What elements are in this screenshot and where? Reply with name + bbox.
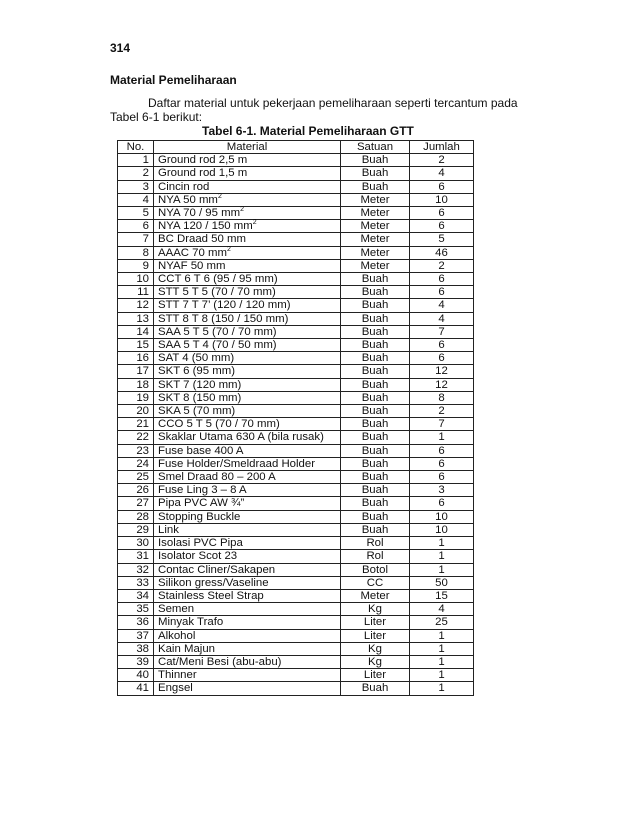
cell-material <box>154 299 341 312</box>
material-name: Alkohol <box>158 629 196 642</box>
table-row <box>118 510 474 523</box>
cell-jumlah: 1 <box>410 669 474 682</box>
material-name: Skaklar Utama 630 A (bila rusak) <box>158 431 324 444</box>
table-row <box>118 537 474 550</box>
cell-jumlah: 6 <box>410 352 474 365</box>
table-row <box>118 603 474 616</box>
section-heading: Material Pemeliharaan <box>110 73 237 87</box>
cell-jumlah: 6 <box>410 207 474 220</box>
cell-no: 7 <box>118 233 154 246</box>
table-row <box>118 576 474 589</box>
material-name: Isolator Scot 23 <box>158 550 238 563</box>
cell-material <box>154 589 341 602</box>
cell-material <box>154 286 341 299</box>
cell-jumlah: 50 <box>410 576 474 589</box>
cell-material <box>154 655 341 668</box>
table-row <box>118 405 474 418</box>
cell-material <box>154 273 341 286</box>
cell-jumlah: 6 <box>410 180 474 193</box>
table-row <box>118 444 474 457</box>
material-name: STT 5 T 5 (70 / 70 mm) <box>158 286 276 299</box>
material-name: SKT 6 (95 mm) <box>158 365 236 378</box>
table-row <box>118 365 474 378</box>
material-name: Stainless Steel Strap <box>158 589 264 602</box>
cell-no: 20 <box>118 405 154 418</box>
cell-material <box>154 642 341 655</box>
table-row <box>118 325 474 338</box>
cell-jumlah: 6 <box>410 273 474 286</box>
table-row <box>118 193 474 206</box>
cell-material <box>154 431 341 444</box>
table-row <box>118 207 474 220</box>
table-row <box>118 616 474 629</box>
materials-table <box>117 140 474 696</box>
cell-satuan: Buah <box>341 444 410 457</box>
cell-no: 25 <box>118 471 154 484</box>
cell-satuan: Buah <box>341 312 410 325</box>
cell-jumlah: 4 <box>410 167 474 180</box>
cell-satuan: Meter <box>341 193 410 206</box>
cell-material <box>154 325 341 338</box>
cell-jumlah: 2 <box>410 154 474 167</box>
cell-no: 32 <box>118 563 154 576</box>
material-name: STT 7 T 7’ (120 / 120 mm) <box>158 299 291 312</box>
header-satuan: Satuan <box>341 141 410 154</box>
material-name: SAT 4 (50 mm) <box>158 352 235 365</box>
cell-material <box>154 418 341 431</box>
table-row <box>118 431 474 444</box>
table-row <box>118 273 474 286</box>
material-name: Engsel <box>158 682 193 695</box>
material-name: Ground rod 1,5 m <box>158 167 248 180</box>
cell-satuan: Buah <box>341 299 410 312</box>
cell-satuan: CC <box>341 576 410 589</box>
cell-satuan: Buah <box>341 510 410 523</box>
cell-satuan: Kg <box>341 603 410 616</box>
cell-material <box>154 550 341 563</box>
material-name: SKT 8 (150 mm) <box>158 391 242 404</box>
cell-satuan: Buah <box>341 339 410 352</box>
cell-no: 23 <box>118 444 154 457</box>
cell-satuan: Botol <box>341 563 410 576</box>
cell-satuan: Kg <box>341 642 410 655</box>
cell-satuan: Buah <box>341 497 410 510</box>
cell-no: 37 <box>118 629 154 642</box>
material-name: Fuse Holder/Smeldraad Holder <box>158 457 316 470</box>
cell-no: 24 <box>118 457 154 470</box>
cell-satuan: Buah <box>341 418 410 431</box>
cell-jumlah: 7 <box>410 325 474 338</box>
cell-material <box>154 259 341 272</box>
cell-no: 12 <box>118 299 154 312</box>
table-row <box>118 497 474 510</box>
cell-no: 19 <box>118 391 154 404</box>
material-name: Pipa PVC AW ¾” <box>158 497 245 510</box>
material-name: Silikon gress/Vaseline <box>158 576 269 589</box>
cell-material <box>154 167 341 180</box>
table-row <box>118 339 474 352</box>
table-row <box>118 154 474 167</box>
table-row <box>118 180 474 193</box>
cell-satuan: Buah <box>341 352 410 365</box>
cell-satuan: Rol <box>341 550 410 563</box>
cell-jumlah: 25 <box>410 616 474 629</box>
cell-material <box>154 510 341 523</box>
table-row <box>118 418 474 431</box>
header-no: No. <box>118 141 154 154</box>
intro-paragraph <box>110 96 530 124</box>
cell-satuan: Liter <box>341 616 410 629</box>
table-row <box>118 682 474 695</box>
material-name: Semen <box>158 603 195 616</box>
cell-no: 5 <box>118 207 154 220</box>
cell-satuan: Buah <box>341 180 410 193</box>
cell-no: 22 <box>118 431 154 444</box>
cell-material <box>154 154 341 167</box>
cell-satuan: Buah <box>341 484 410 497</box>
material-unit-exponent: 2 <box>252 219 257 227</box>
cell-jumlah: 6 <box>410 471 474 484</box>
table-row <box>118 655 474 668</box>
table-row <box>118 378 474 391</box>
cell-material <box>154 193 341 206</box>
cell-jumlah: 1 <box>410 642 474 655</box>
cell-satuan: Rol <box>341 537 410 550</box>
cell-material <box>154 682 341 695</box>
material-name: AAAC 70 mm <box>158 246 227 259</box>
material-name: Minyak Trafo <box>158 616 224 629</box>
cell-jumlah: 2 <box>410 259 474 272</box>
material-name: STT 8 T 8 (150 / 150 mm) <box>158 312 289 325</box>
cell-jumlah: 7 <box>410 418 474 431</box>
cell-material <box>154 457 341 470</box>
cell-no: 27 <box>118 497 154 510</box>
cell-no: 31 <box>118 550 154 563</box>
table-row <box>118 391 474 404</box>
cell-no: 17 <box>118 365 154 378</box>
material-name: CCT 6 T 6 (95 / 95 mm) <box>158 273 278 286</box>
material-unit-exponent: 2 <box>227 245 231 253</box>
cell-jumlah: 6 <box>410 286 474 299</box>
cell-material <box>154 669 341 682</box>
table-row <box>118 352 474 365</box>
cell-no: 30 <box>118 537 154 550</box>
table-row <box>118 246 474 259</box>
material-name: SAA 5 T 5 (70 / 70 mm) <box>158 325 277 338</box>
cell-no: 36 <box>118 616 154 629</box>
cell-material <box>154 378 341 391</box>
cell-material <box>154 603 341 616</box>
cell-no: 2 <box>118 167 154 180</box>
material-name: Fuse base 400 A <box>158 444 244 457</box>
table-row <box>118 259 474 272</box>
cell-material <box>154 233 341 246</box>
table-row <box>118 286 474 299</box>
cell-material <box>154 523 341 536</box>
cell-jumlah: 12 <box>410 365 474 378</box>
cell-jumlah: 6 <box>410 497 474 510</box>
cell-material <box>154 220 341 233</box>
cell-material <box>154 405 341 418</box>
table-caption: Tabel 6-1. Material Pemeliharaan GTT <box>202 124 414 138</box>
table-header-row <box>118 141 474 154</box>
cell-no: 40 <box>118 669 154 682</box>
material-name: Smel Draad 80 – 200 A <box>158 471 276 484</box>
table-row <box>118 220 474 233</box>
cell-material <box>154 207 341 220</box>
cell-material <box>154 246 341 259</box>
cell-no: 10 <box>118 273 154 286</box>
cell-jumlah: 1 <box>410 682 474 695</box>
cell-satuan: Buah <box>341 325 410 338</box>
cell-jumlah: 12 <box>410 378 474 391</box>
cell-material <box>154 312 341 325</box>
cell-no: 9 <box>118 259 154 272</box>
cell-material <box>154 497 341 510</box>
material-name: Contac Cliner/Sakapen <box>158 563 276 576</box>
cell-no: 3 <box>118 180 154 193</box>
material-name: SAA 5 T 4 (70 / 50 mm) <box>158 339 277 352</box>
table-row <box>118 589 474 602</box>
header-material: Material <box>154 141 341 154</box>
cell-material <box>154 576 341 589</box>
material-name: SKT 7 (120 mm) <box>158 378 242 391</box>
cell-jumlah: 10 <box>410 510 474 523</box>
cell-satuan: Buah <box>341 154 410 167</box>
cell-jumlah: 6 <box>410 444 474 457</box>
cell-jumlah: 6 <box>410 457 474 470</box>
cell-jumlah: 6 <box>410 339 474 352</box>
cell-satuan: Meter <box>341 233 410 246</box>
cell-material <box>154 616 341 629</box>
cell-satuan: Buah <box>341 365 410 378</box>
material-name: SKA 5 (70 mm) <box>158 405 236 418</box>
cell-material <box>154 629 341 642</box>
cell-no: 39 <box>118 655 154 668</box>
table-row <box>118 523 474 536</box>
cell-material <box>154 391 341 404</box>
cell-jumlah: 1 <box>410 537 474 550</box>
cell-satuan: Buah <box>341 391 410 404</box>
cell-material <box>154 339 341 352</box>
cell-material <box>154 365 341 378</box>
cell-jumlah: 4 <box>410 312 474 325</box>
table-row <box>118 471 474 484</box>
intro-line-1: Daftar material untuk pekerjaan pemeliharaan seperti tercantum pada <box>148 96 518 110</box>
cell-no: 21 <box>118 418 154 431</box>
table-row <box>118 233 474 246</box>
cell-satuan: Kg <box>341 655 410 668</box>
cell-no: 34 <box>118 589 154 602</box>
table-row <box>118 563 474 576</box>
cell-satuan: Buah <box>341 431 410 444</box>
table-row <box>118 484 474 497</box>
material-name: NYA 120 / 150 mm <box>158 220 253 233</box>
cell-satuan: Liter <box>341 629 410 642</box>
cell-satuan: Buah <box>341 471 410 484</box>
table-row <box>118 629 474 642</box>
table-row <box>118 167 474 180</box>
material-name: BC Draad 50 mm <box>158 233 246 246</box>
cell-material <box>154 444 341 457</box>
cell-no: 6 <box>118 220 154 233</box>
cell-satuan: Buah <box>341 405 410 418</box>
cell-satuan: Buah <box>341 682 410 695</box>
cell-no: 33 <box>118 576 154 589</box>
cell-jumlah: 1 <box>410 550 474 563</box>
cell-no: 1 <box>118 154 154 167</box>
cell-satuan: Buah <box>341 273 410 286</box>
cell-jumlah: 10 <box>410 523 474 536</box>
material-name: NYAF 50 mm <box>158 259 226 272</box>
cell-satuan: Meter <box>341 589 410 602</box>
cell-satuan: Buah <box>341 167 410 180</box>
material-unit-exponent: 2 <box>217 192 222 200</box>
material-name: CCO 5 T 5 (70 / 70 mm) <box>158 418 280 431</box>
cell-no: 8 <box>118 246 154 259</box>
cell-jumlah: 2 <box>410 405 474 418</box>
cell-no: 18 <box>118 378 154 391</box>
cell-no: 38 <box>118 642 154 655</box>
table-row <box>118 550 474 563</box>
material-name: Cat/Meni Besi (abu-abu) <box>158 655 282 668</box>
cell-jumlah: 1 <box>410 629 474 642</box>
page-number: 314 <box>110 41 131 55</box>
table-row <box>118 312 474 325</box>
cell-jumlah: 6 <box>410 220 474 233</box>
cell-no: 29 <box>118 523 154 536</box>
material-name: NYA 50 mm <box>158 193 218 206</box>
intro-line-2: Tabel 6-1 berikut: <box>110 110 203 124</box>
table-row <box>118 642 474 655</box>
cell-jumlah: 1 <box>410 563 474 576</box>
cell-no: 11 <box>118 286 154 299</box>
material-name: Cincin rod <box>158 180 210 193</box>
cell-no: 14 <box>118 325 154 338</box>
cell-material <box>154 352 341 365</box>
cell-jumlah: 4 <box>410 603 474 616</box>
cell-jumlah: 1 <box>410 655 474 668</box>
cell-material <box>154 484 341 497</box>
cell-no: 28 <box>118 510 154 523</box>
cell-jumlah: 10 <box>410 193 474 206</box>
table-row <box>118 299 474 312</box>
cell-no: 26 <box>118 484 154 497</box>
cell-satuan: Buah <box>341 457 410 470</box>
material-name: Thinner <box>158 669 197 682</box>
cell-material <box>154 563 341 576</box>
cell-no: 13 <box>118 312 154 325</box>
cell-satuan: Buah <box>341 286 410 299</box>
cell-no: 41 <box>118 682 154 695</box>
table-row <box>118 457 474 470</box>
material-name: Isolasi PVC Pipa <box>158 537 243 550</box>
cell-satuan: Buah <box>341 523 410 536</box>
cell-satuan: Meter <box>341 220 410 233</box>
table-body <box>118 154 474 695</box>
material-name: Kain Majun <box>158 642 215 655</box>
material-name: Stopping Buckle <box>158 510 241 523</box>
material-name: Link <box>158 523 179 536</box>
cell-no: 15 <box>118 339 154 352</box>
cell-jumlah: 3 <box>410 484 474 497</box>
cell-no: 16 <box>118 352 154 365</box>
cell-material <box>154 180 341 193</box>
cell-jumlah: 46 <box>410 246 474 259</box>
material-name: Ground rod 2,5 m <box>158 154 248 167</box>
cell-satuan: Liter <box>341 669 410 682</box>
cell-jumlah: 5 <box>410 233 474 246</box>
table-row <box>118 669 474 682</box>
cell-no: 4 <box>118 193 154 206</box>
cell-jumlah: 8 <box>410 391 474 404</box>
cell-satuan: Meter <box>341 246 410 259</box>
cell-material <box>154 537 341 550</box>
cell-material <box>154 471 341 484</box>
cell-no: 35 <box>118 603 154 616</box>
cell-satuan: Meter <box>341 207 410 220</box>
cell-jumlah: 1 <box>410 431 474 444</box>
material-unit-exponent: 2 <box>240 206 244 214</box>
cell-jumlah: 15 <box>410 589 474 602</box>
material-name: NYA 70 / 95 mm <box>158 207 241 220</box>
cell-satuan: Buah <box>341 378 410 391</box>
material-name: Fuse Ling 3 – 8 A <box>158 484 247 497</box>
cell-satuan: Meter <box>341 259 410 272</box>
cell-jumlah: 4 <box>410 299 474 312</box>
header-jumlah: Jumlah <box>410 141 474 154</box>
